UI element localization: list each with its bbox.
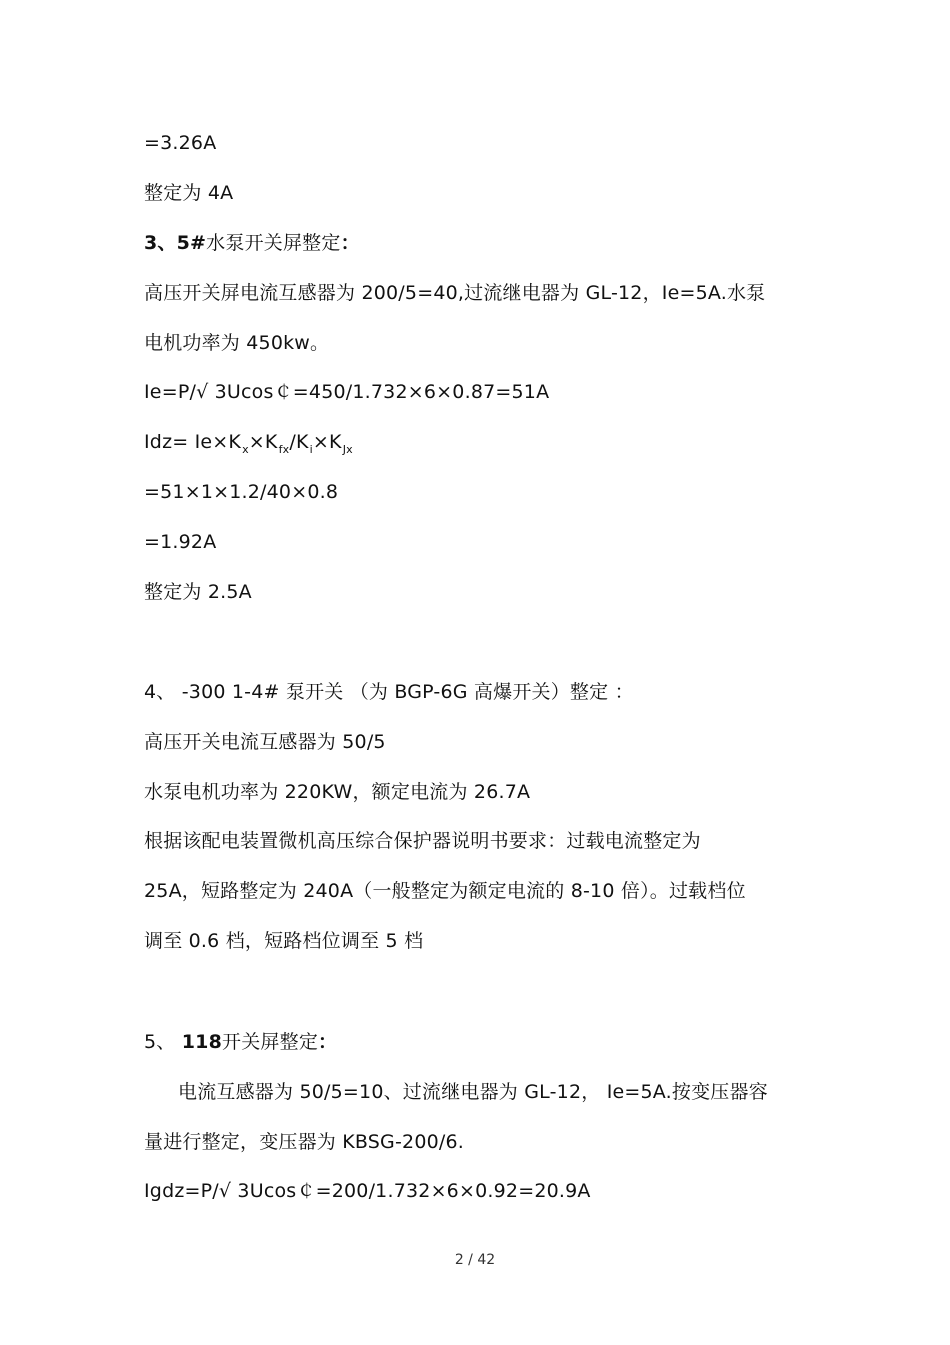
formula-line: =51×1×1.2/40×0.8 [144, 481, 339, 503]
text-line: 电机功率为 450kw。 [144, 332, 330, 354]
text-line: 25A，短路整定为 240A（一般整定为额定电流的 8-10 倍）。过载档位 [144, 880, 746, 902]
subscript: x [242, 443, 249, 456]
subscript: i [309, 443, 313, 456]
section-heading-4: 4、 -300 1-4# 泵开关 （为 BGP-6G 高爆开关）整定 ： [144, 681, 634, 703]
section-label-bold: 118 [181, 1031, 223, 1053]
formula-line [144, 430, 353, 457]
section-colon: ： [340, 232, 360, 254]
text-line: 调至 0.6 档，短路档位调至 5 档 [144, 930, 424, 952]
section-number: 5、 [144, 1031, 176, 1053]
text-line: 水泵电机功率为 220KW，额定电流为 26.7A [144, 781, 531, 803]
section-colon: ： [318, 1031, 338, 1053]
subscript: Jx [342, 443, 353, 456]
text-line: =3.26A [144, 132, 217, 154]
subscript: fx [278, 443, 290, 456]
text-line: 量进行整定，变压器为 KBSG-200/6. [144, 1131, 465, 1153]
formula-part: ×K [312, 431, 342, 453]
page-number: 2 / 42 [454, 1252, 496, 1268]
text-line: 电流互感器为 50/5=10、过流继电器为 GL-12， Ie=5A.按变压器容 [178, 1081, 768, 1103]
section-title: 开关屏整定 [222, 1031, 319, 1053]
formula-part: Idz= Ie×K [144, 431, 242, 453]
text-line: 根据该配电装置微机高压综合保护器说明书要求：过载电流整定为 [144, 830, 701, 852]
text-line: 高压开关电流互感器为 50/5 [144, 731, 386, 753]
formula-part: ×K [248, 431, 278, 453]
section-heading-5 [144, 1030, 337, 1054]
section-label-bold: 5# [176, 232, 207, 254]
formula-line: Ie=P/√ 3Ucos￠=450/1.732×6×0.87=51A [144, 381, 550, 403]
formula-line: Igdz=P/√ 3Ucos￠=200/1.732×6×0.92=20.9A [144, 1180, 591, 1202]
section-title: 水泵开关屏整定 [206, 232, 341, 254]
formula-part: /K [289, 431, 309, 453]
text-line: 高压开关屏电流互感器为 200/5=40,过流继电器为 GL-12，Ie=5A.水泵 [144, 282, 766, 304]
text-line: 整定为 2.5A [144, 581, 252, 603]
text-line: 整定为 4A [144, 182, 234, 204]
section-heading-3 [144, 231, 360, 255]
section-number: 3、 [144, 232, 177, 254]
text-line: =1.92A [144, 531, 217, 553]
